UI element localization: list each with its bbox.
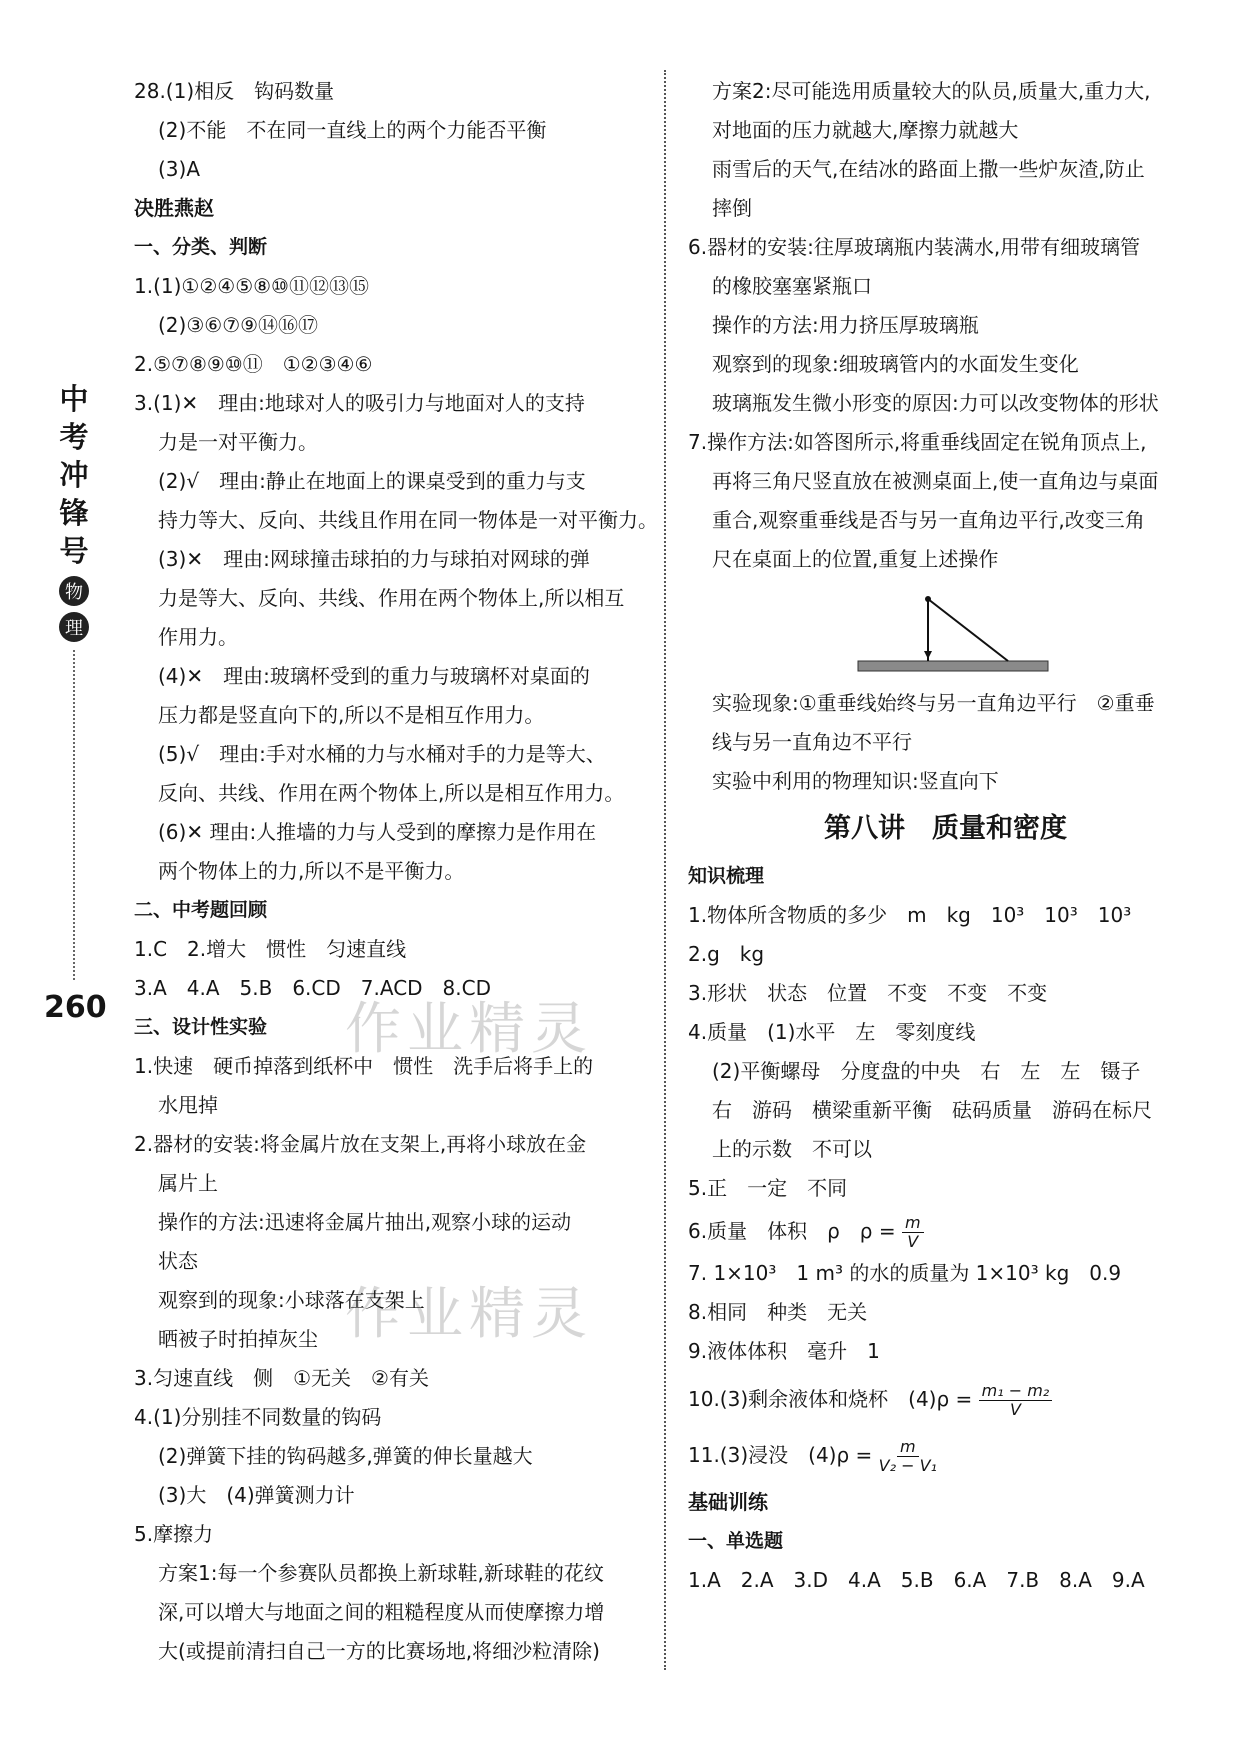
answer-line: 5.正 一定 不同 bbox=[688, 1176, 848, 1200]
answer-line: 3.A 4.A 5.B 6.CD 7.ACD 8.CD bbox=[134, 976, 492, 1000]
answer-line: 晒被子时拍掉灰尘 bbox=[158, 1327, 318, 1351]
fraction-denominator: V₂ − V₁ bbox=[878, 1456, 937, 1475]
subject-char: 理 bbox=[59, 612, 89, 642]
answer-line: (3)A bbox=[158, 157, 201, 181]
answer-line: 深,可以增大与地面之间的粗糙程度从而使摩擦力增 bbox=[158, 1600, 605, 1624]
answer-line: 1.(1)①②④⑤⑧⑩⑪⑫⑬⑮ bbox=[134, 274, 369, 298]
part-title: 三、设计性实验 bbox=[134, 1016, 268, 1038]
answer-line: 反向、共线、作用在两个物体上,所以是相互作用力。 bbox=[158, 781, 625, 805]
density-fraction bbox=[902, 1214, 924, 1251]
answer-line: 再将三角尺竖直放在被测桌面上,使一直角边与桌面 bbox=[712, 469, 1159, 493]
section-title: 决胜燕赵 bbox=[134, 196, 214, 220]
answer-line: 3.形状 状态 位置 不变 不变 不变 bbox=[688, 981, 1048, 1005]
answer-line: 的橡胶塞塞紧瓶口 bbox=[712, 274, 872, 298]
part-title: 一、单选题 bbox=[688, 1530, 784, 1552]
answer-line: 方案1:每一个参赛队员都换上新球鞋,新球鞋的花纹 bbox=[158, 1561, 604, 1585]
answer-line: (4)✕ 理由:玻璃杯受到的重力与玻璃杯对桌面的 bbox=[158, 664, 590, 688]
answer-line: 1.A 2.A 3.D 4.A 5.B 6.A 7.B 8.A 9.A bbox=[688, 1568, 1145, 1592]
sidebar-dotted-line bbox=[73, 650, 75, 980]
answer-line: 状态 bbox=[158, 1249, 198, 1273]
answer-line: 4.质量 (1)水平 左 零刻度线 bbox=[688, 1020, 976, 1044]
plumb-line-diagram bbox=[688, 579, 1203, 684]
series-char: 锋 bbox=[59, 496, 89, 530]
answer-line: 4.(1)分别挂不同数量的钩码 bbox=[134, 1405, 382, 1429]
fraction-numerator: m₁ − m₂ bbox=[979, 1382, 1053, 1401]
sidebar-series-label bbox=[44, 380, 104, 980]
answer-line: 对地面的压力就越大,摩擦力就越大 bbox=[712, 118, 1019, 142]
answer-line: 方案2:尽可能选用质量较大的队员,质量大,重力大, bbox=[712, 79, 1151, 103]
part-title: 知识梳理 bbox=[688, 865, 765, 887]
answer-line: (5)√ 理由:手对水桶的力与水桶对手的力是等大、 bbox=[158, 742, 606, 766]
answer-line: (2)√ 理由:静止在地面上的课桌受到的重力与支 bbox=[158, 469, 586, 493]
answer-line: 1.C 2.增大 惯性 匀速直线 bbox=[134, 937, 407, 961]
formula-prefix: 10.(3)剩余液体和烧杯 (4)ρ = bbox=[688, 1387, 973, 1411]
answer-line: 8.相同 种类 无关 bbox=[688, 1300, 868, 1324]
answer-line: 1.物体所含物质的多少 m kg 10³ 10³ 10³ bbox=[688, 903, 1132, 927]
answer-line: 3.(1)✕ 理由:地球对人的吸引力与地面对人的支持 bbox=[134, 391, 585, 415]
answer-line: 两个物体上的力,所以不是平衡力。 bbox=[158, 859, 465, 883]
page-number: 260 bbox=[44, 990, 107, 1025]
answer-line: 属片上 bbox=[158, 1171, 218, 1195]
watermark: 作业精灵 bbox=[345, 997, 593, 1062]
answer-line-with-formula bbox=[688, 1208, 1203, 1254]
fraction-numerator: m bbox=[902, 1214, 924, 1233]
answer-line: (2)不能 不在同一直线上的两个力能否平衡 bbox=[158, 118, 547, 142]
watermark: 作业精灵 bbox=[345, 1282, 593, 1347]
answer-line: (2)平衡螺母 分度盘的中央 右 左 左 镊子 bbox=[712, 1059, 1141, 1083]
answer-line: 持力等大、反向、共线且作用在同一物体是一对平衡力。 bbox=[158, 508, 658, 532]
answer-line: (3)大 (4)弹簧测力计 bbox=[158, 1483, 355, 1507]
lecture-title: 第八讲 质量和密度 bbox=[824, 813, 1067, 844]
pivot-point bbox=[925, 596, 931, 602]
column-divider bbox=[664, 70, 666, 1670]
fraction-denominator: V bbox=[1009, 1400, 1021, 1419]
table-surface bbox=[858, 661, 1048, 671]
plumb-line-figure bbox=[688, 579, 1203, 684]
section-title: 基础训练 bbox=[688, 1490, 768, 1514]
answer-line: 摔倒 bbox=[712, 196, 752, 220]
answer-line: 操作的方法:用力挤压厚玻璃瓶 bbox=[712, 313, 979, 337]
answer-line: 7. 1×10³ 1 m³ 的水的质量为 1×10³ kg 0.9 bbox=[688, 1261, 1122, 1285]
answer-line: 大(或提前清扫自己一方的比赛场地,将细沙粒清除) bbox=[158, 1639, 600, 1663]
series-char: 考 bbox=[59, 420, 89, 454]
answer-line: 上的示数 不可以 bbox=[712, 1137, 872, 1161]
part-title: 一、分类、判断 bbox=[134, 236, 268, 258]
hypotenuse bbox=[928, 599, 1008, 661]
answer-line: 观察到的现象:细玻璃管内的水面发生变化 bbox=[712, 352, 1079, 376]
answer-line: (3)✕ 理由:网球撞击球拍的力与球拍对网球的弹 bbox=[158, 547, 590, 571]
answer-line: 1.快速 硬币掉落到纸杯中 惯性 洗手后将手上的 bbox=[134, 1054, 594, 1078]
series-char: 中 bbox=[59, 382, 89, 416]
answer-line: 线与另一直角边不平行 bbox=[712, 730, 912, 754]
answer-line: 操作的方法:迅速将金属片抽出,观察小球的运动 bbox=[158, 1210, 572, 1234]
answer-line: (2)③⑥⑦⑨⑭⑯⑰ bbox=[158, 313, 319, 337]
answer-line-with-formula bbox=[688, 1371, 1203, 1427]
answer-line: 28.(1)相反 钩码数量 bbox=[134, 79, 335, 103]
subject-char: 物 bbox=[59, 576, 89, 606]
answer-line: 5.摩擦力 bbox=[134, 1522, 214, 1546]
answer-line: 重合,观察重垂线是否与另一直角边平行,改变三角 bbox=[712, 508, 1145, 532]
right-column bbox=[688, 72, 1203, 1600]
answer-line: 玻璃瓶发生微小形变的原因:力可以改变物体的形状 bbox=[712, 391, 1159, 415]
answer-line: (6)✕ 理由:人推墙的力与人受到的摩擦力是作用在 bbox=[158, 820, 597, 844]
answer-line: 尺在桌面上的位置,重复上述操作 bbox=[712, 547, 999, 571]
answer-line: 压力都是竖直向下的,所以不是相互作用力。 bbox=[158, 703, 545, 727]
fraction-numerator: m bbox=[897, 1438, 919, 1457]
answer-line: 3.匀速直线 侧 ①无关 ②有关 bbox=[134, 1366, 429, 1390]
answer-line: 7.操作方法:如答图所示,将重垂线固定在锐角顶点上, bbox=[688, 430, 1147, 454]
density-fraction bbox=[879, 1438, 937, 1475]
answer-line: 右 游码 横梁重新平衡 砝码质量 游码在标尺 bbox=[712, 1098, 1152, 1122]
answer-line: 作用力。 bbox=[158, 625, 238, 649]
answer-line: 2.器材的安装:将金属片放在支架上,再将小球放在金 bbox=[134, 1132, 587, 1156]
answer-line-with-formula bbox=[688, 1427, 1203, 1483]
answer-line: 雨雪后的天气,在结冰的路面上撒一些炉灰渣,防止 bbox=[712, 157, 1145, 181]
answer-line: 实验现象:①重垂线始终与另一直角边平行 ②重垂 bbox=[712, 691, 1155, 715]
left-column bbox=[134, 72, 658, 1671]
answer-line: 实验中利用的物理知识:竖直向下 bbox=[712, 769, 999, 793]
density-fraction bbox=[979, 1382, 1053, 1419]
answer-line: (2)弹簧下挂的钩码越多,弹簧的伸长量越大 bbox=[158, 1444, 533, 1468]
answer-line: 9.液体体积 毫升 1 bbox=[688, 1339, 880, 1363]
formula-prefix: 6.质量 体积 ρ ρ = bbox=[688, 1219, 896, 1243]
answer-line: 力是一对平衡力。 bbox=[158, 430, 318, 454]
answer-line: 2.⑤⑦⑧⑨⑩⑪ ①②③④⑥ bbox=[134, 352, 373, 376]
fraction-denominator: V bbox=[907, 1232, 919, 1251]
series-char: 号 bbox=[59, 534, 89, 568]
part-title: 二、中考题回顾 bbox=[134, 899, 268, 921]
answer-line: 观察到的现象:小球落在支架上 bbox=[158, 1288, 425, 1312]
answer-line: 2.g kg bbox=[688, 942, 765, 966]
answer-line: 力是等大、反向、共线、作用在两个物体上,所以相互 bbox=[158, 586, 625, 610]
series-char: 冲 bbox=[59, 458, 89, 492]
answer-line: 6.器材的安装:往厚玻璃瓶内装满水,用带有细玻璃管 bbox=[688, 235, 1141, 259]
answer-line: 水甩掉 bbox=[158, 1093, 218, 1117]
plumb-arrow bbox=[924, 651, 932, 659]
formula-prefix: 11.(3)浸没 (4)ρ = bbox=[688, 1443, 873, 1467]
